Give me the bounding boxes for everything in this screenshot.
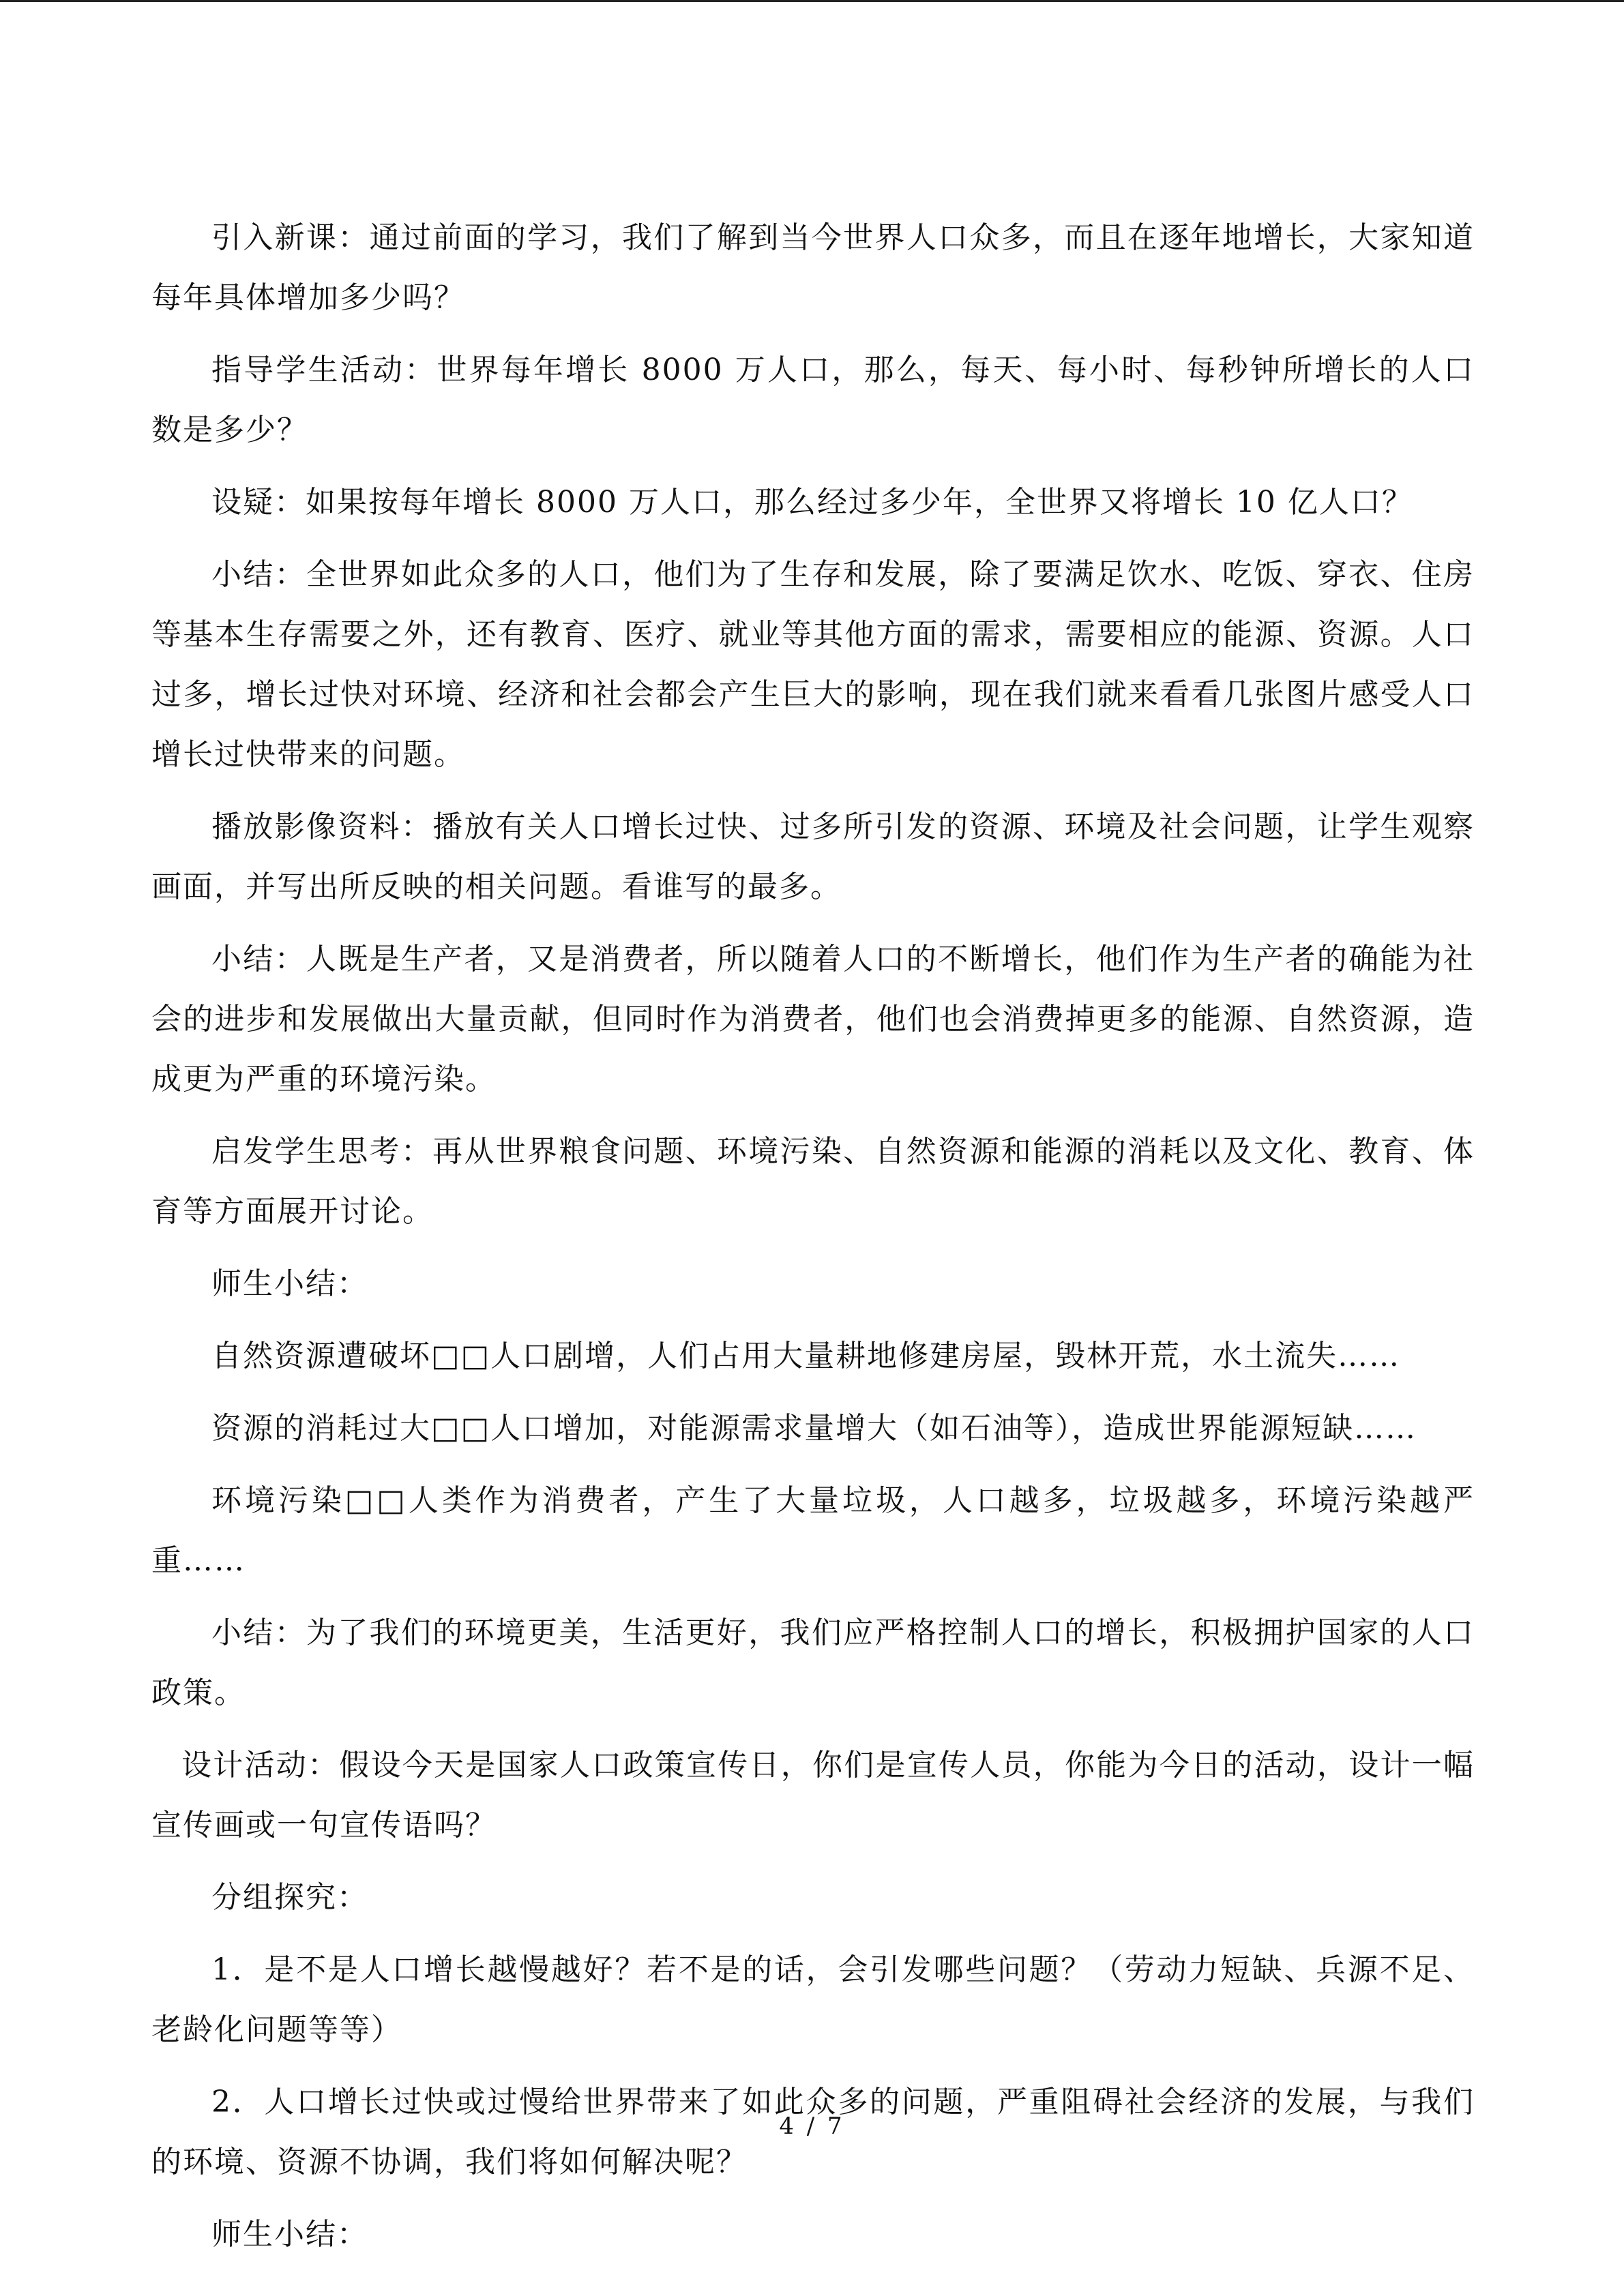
top-border-line — [0, 0, 1624, 2]
paragraph-summary-1: 小结：全世界如此众多的人口，他们为了生存和发展，除了要满足饮水、吃饭、穿衣、住房等基本生存需要之外，还有教育、医疗、就业等其他方面的需求，需要相应的能源、资源。人口过多，增长过快对环境、经济和社会都会产生巨大的影响，现在我们就来看看几张图片感受人口增长过快带来的问题。 — [151, 557, 1475, 772]
paragraph-student-activity: 指导学生活动：世界每年增长 8000 万人口，那么，每天、每小时、每秒钟所增长的人口数是多少？ — [151, 353, 1475, 447]
paragraph-teacher-student-summary-heading: 师生小结： — [211, 1266, 368, 1301]
paragraph-question: 设疑：如果按每年增长 8000 万人口，那么经过多少年，全世界又将增长 10 亿人口？ — [211, 485, 1413, 520]
paragraph-summary-3: 小结：为了我们的环境更美，生活更好，我们应严格控制人口的增长，积极拥护国家的人口政策。 — [151, 1615, 1475, 1710]
paragraph-environmental-pollution: 环境污染□□人类作为消费者，产生了大量垃圾，人口越多，垃圾越多，环境污染越严重…… — [151, 1483, 1475, 1578]
paragraph-natural-resources: 自然资源遭破坏□□人口剧增，人们占用大量耕地修建房屋，毁林开荒，水土流失…… — [211, 1339, 1401, 1373]
document-body — [151, 208, 1475, 2277]
paragraph-video-material: 播放影像资料：播放有关人口增长过快、过多所引发的资源、环境及社会问题，让学生观察画面，并写出所反映的相关问题。看谁写的最多。 — [151, 809, 1475, 904]
paragraph-inspire-thinking: 启发学生思考：再从世界粮食问题、环境污染、自然资源和能源的消耗以及文化、教育、体育等方面展开讨论。 — [151, 1134, 1475, 1229]
paragraph-group-inquiry: 分组探究： — [211, 1880, 368, 1915]
paragraph-design-activity: 设计活动：假设今天是国家人口政策宣传日，你们是宣传人员，你能为今日的活动，设计一幅宣传画或一句宣传语吗？ — [151, 1748, 1475, 1843]
paragraph-inquiry-question-1: 1．是不是人口增长越慢越好？若不是的话，会引发哪些问题？（劳动力短缺、兵源不足、老龄化问题等等） — [151, 1952, 1475, 2047]
paragraph-summary-2: 小结：人既是生产者，又是消费者，所以随着人口的不断增长，他们作为生产者的确能为社会的进步和发展做出大量贡献，但同时作为消费者，他们也会消费掉更多的能源、自然资源，造成更为严重的环境污染。 — [151, 942, 1475, 1097]
paragraph-intro-new-lesson: 引入新课：通过前面的学习，我们了解到当今世界人口众多，而且在逐年地增长，大家知道每年具体增加多少吗？ — [151, 220, 1475, 315]
paragraph-resource-consumption: 资源的消耗过大□□人口增加，对能源需求量增大（如石油等），造成世界能源短缺…… — [211, 1411, 1417, 1446]
page-number: 4 / 7 — [779, 2113, 845, 2140]
paragraph-teacher-student-summary-end: 师生小结： — [211, 2217, 368, 2252]
paragraph-inquiry-question-2: 2．人口增长过快或过慢给世界带来了如此众多的问题，严重阻碍社会经济的发展，与我们的环境、资源不协调，我们将如何解决呢？ — [151, 2085, 1475, 2179]
